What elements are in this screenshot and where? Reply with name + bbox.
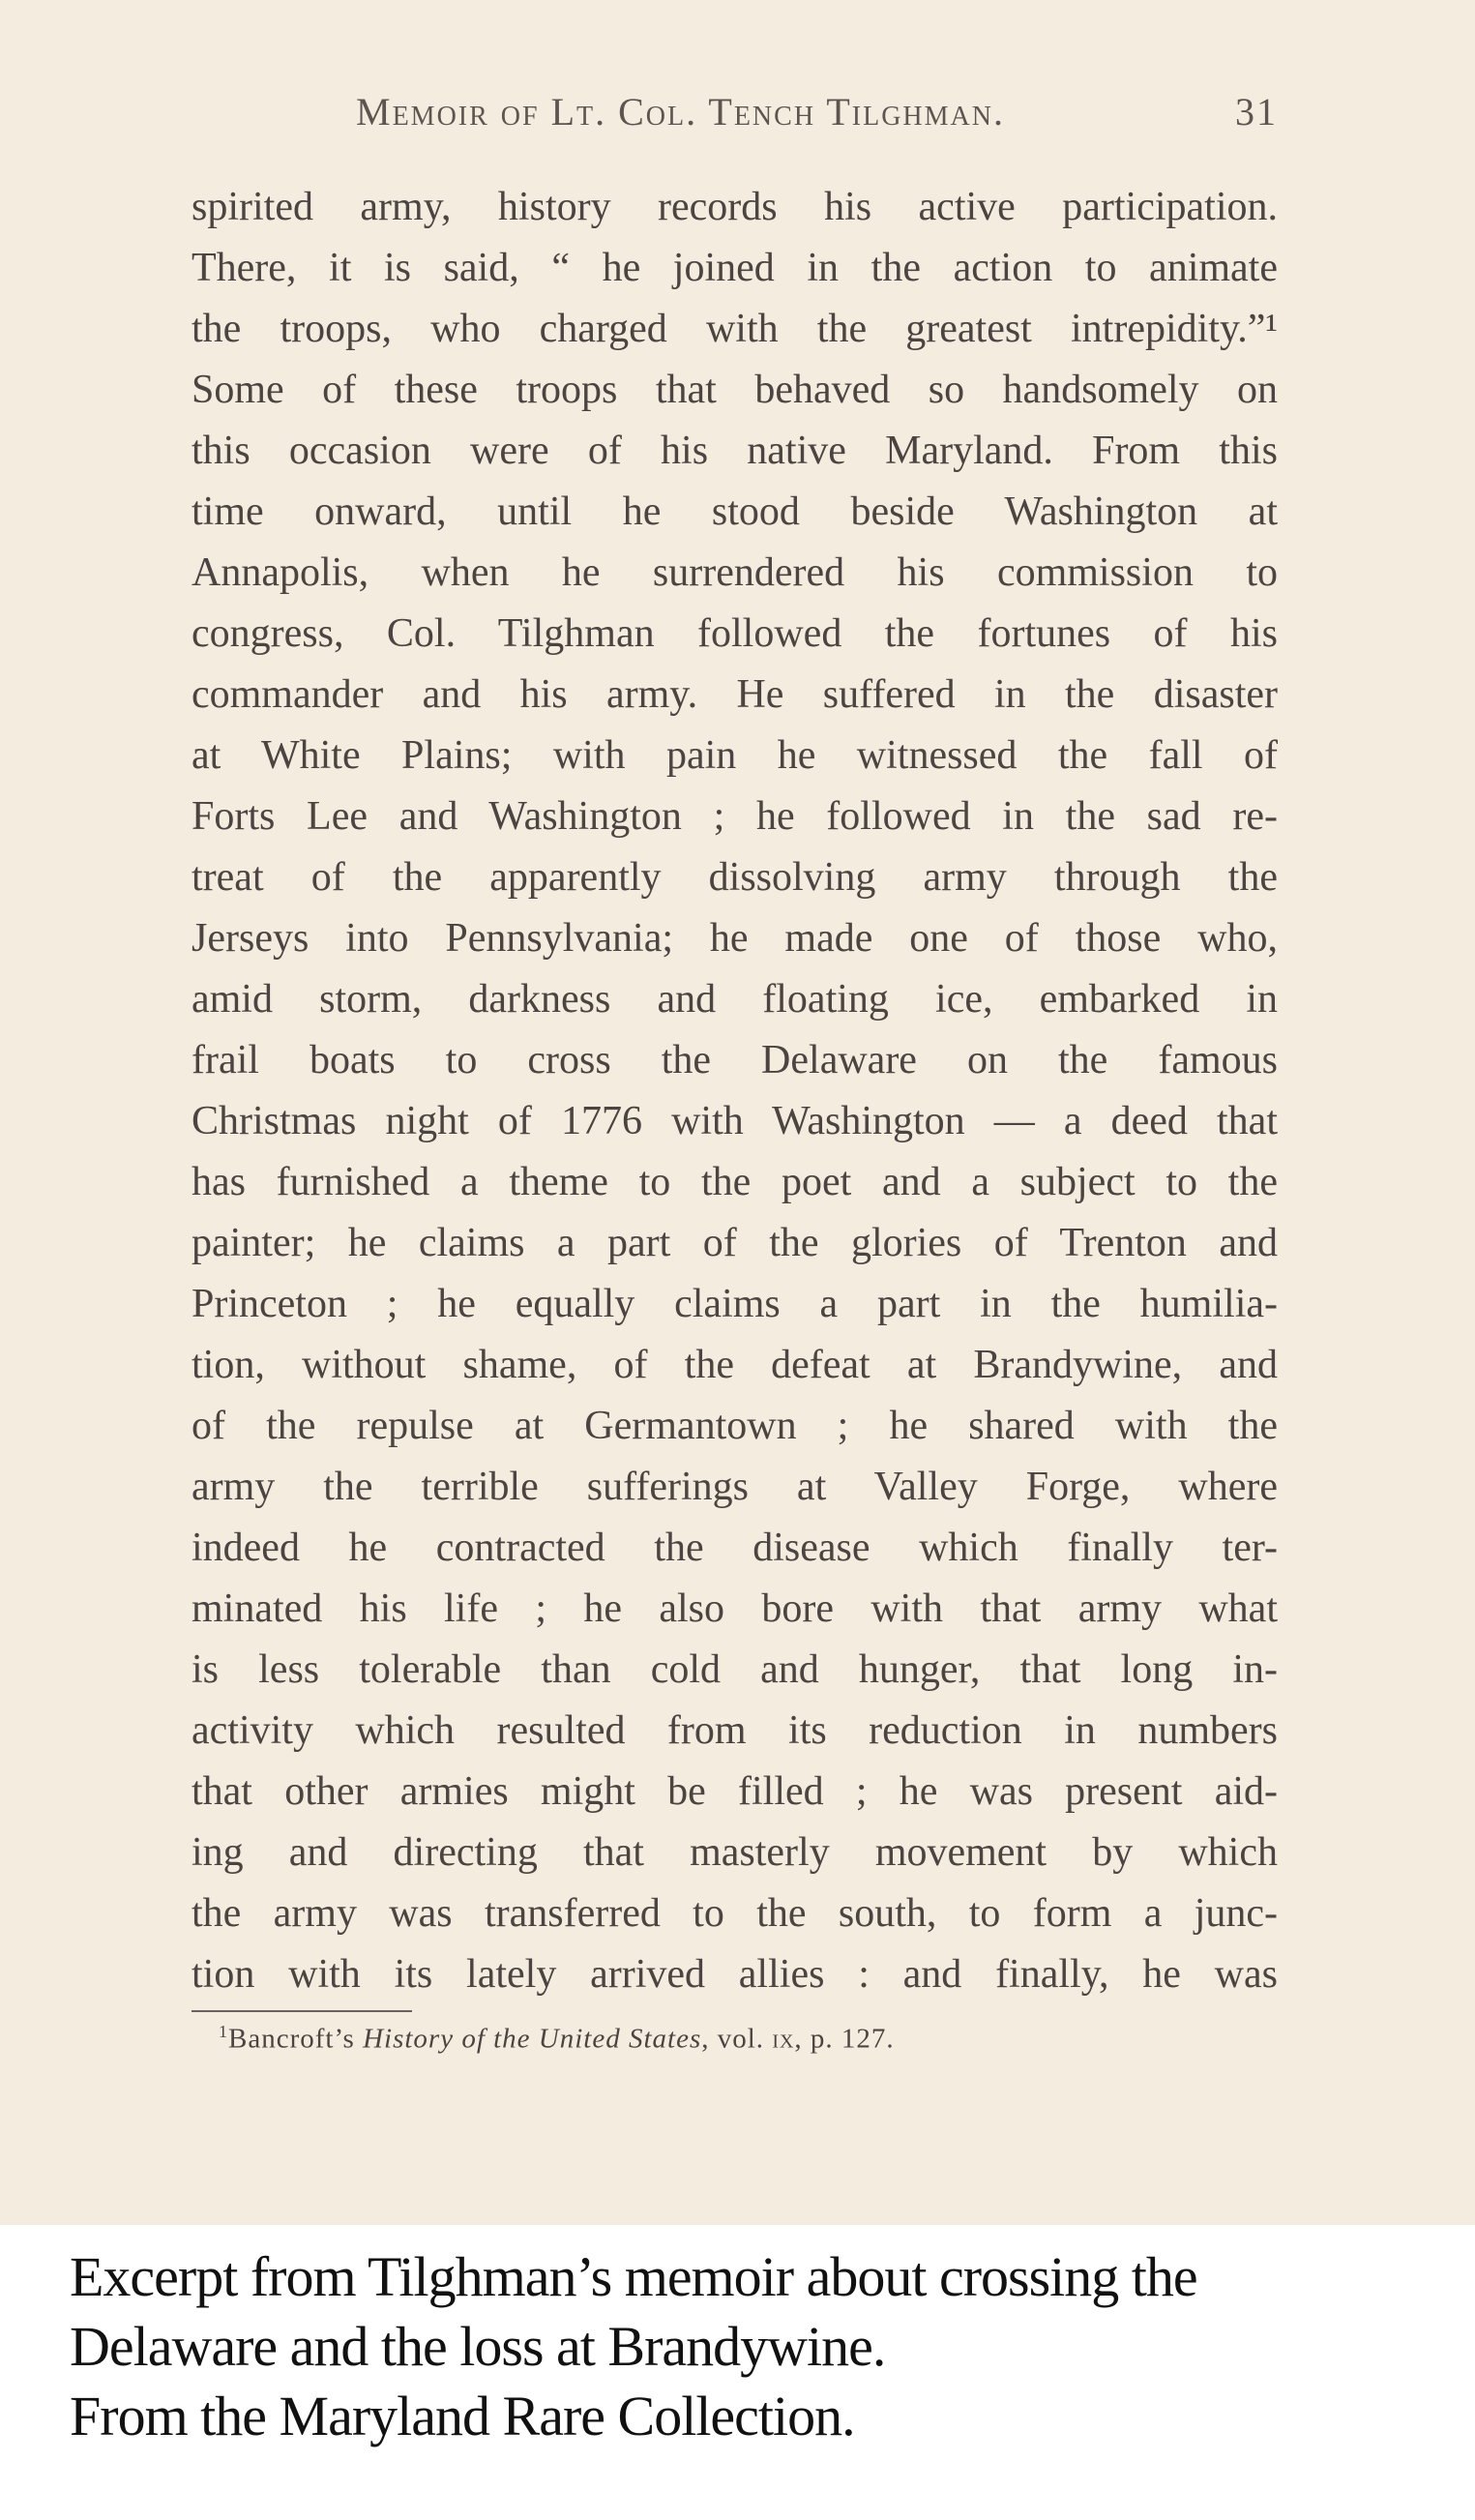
text-line: army the terrible sufferings at Valley Forge, where: [192, 1465, 1278, 1509]
body-text: [192, 177, 1278, 2005]
text-line: tion with its lately arrived allies : and finally, he was: [192, 1952, 1278, 1997]
text-line: minated his life ; he also bore with that army what: [192, 1586, 1278, 1631]
text-line: Christmas night of 1776 with Washington — a deed that: [192, 1099, 1278, 1143]
text-line: the army was transferred to the south, to form a junc-: [192, 1891, 1278, 1936]
text-line: ing and directing that masterly movement by which: [192, 1830, 1278, 1875]
text-line: time onward, until he stood beside Washington at: [192, 489, 1278, 534]
text-line: There, it is said, “ he joined in the action to animate: [192, 246, 1278, 290]
caption-line: From the Maryland Rare Collection.: [70, 2385, 855, 2447]
text-line: at White Plains; with pain he witnessed the fall of: [192, 733, 1278, 778]
text-line: Annapolis, when he surrendered his commission to: [192, 550, 1278, 595]
text-line: spirited army, history records his active participation.: [192, 185, 1278, 229]
text-line: the troops, who charged with the greatest intrepidity.”¹: [192, 307, 1278, 351]
text-line: Princeton ; he equally claims a part in the humilia-: [192, 1282, 1278, 1326]
caption-line: Excerpt from Tilghman’s memoir about crossing the: [70, 2245, 1197, 2308]
text-line: amid storm, darkness and floating ice, embarked in: [192, 977, 1278, 1022]
text-line: painter; he claims a part of the glories of Trenton and: [192, 1221, 1278, 1265]
text-line: this occasion were of his native Maryland. From this: [192, 429, 1278, 473]
text-line: is less tolerable than cold and hunger, that long in-: [192, 1647, 1278, 1692]
running-head-title: Memoir of Lt. Col. Tench Tilghman.: [356, 90, 1005, 133]
footnote-rule: [192, 2010, 412, 2012]
image-caption: [70, 2242, 1443, 2451]
footnote-suffix-a: , vol.: [701, 2023, 773, 2055]
text-line: of the repulse at Germantown ; he shared with the: [192, 1404, 1278, 1448]
text-line: commander and his army. He suffered in the disaster: [192, 672, 1278, 717]
text-line: Jerseys into Pennsylvania; he made one of those who,: [192, 916, 1278, 961]
text-line: tion, without shame, of the defeat at Brandywine, and: [192, 1343, 1278, 1387]
text-line: congress, Col. Tilghman followed the fortunes of his: [192, 611, 1278, 656]
footnote-volume: ix: [772, 2023, 795, 2055]
footnote: [219, 2022, 895, 2056]
text-line: indeed he contracted the disease which finally ter-: [192, 1526, 1278, 1570]
text-line: activity which resulted from its reduction in numbers: [192, 1708, 1278, 1753]
footnote-suffix-b: , p. 127.: [794, 2023, 895, 2055]
footnote-marker: 1: [219, 2022, 228, 2041]
text-line: that other armies might be filled ; he was present aid-: [192, 1769, 1278, 1814]
text-line: has furnished a theme to the poet and a subject to the: [192, 1160, 1278, 1204]
text-line: treat of the apparently dissolving army through the: [192, 855, 1278, 900]
footnote-prefix: Bancroft’s: [228, 2023, 364, 2055]
text-line: Forts Lee and Washington ; he followed in the sad re-: [192, 794, 1278, 839]
caption-line: Delaware and the loss at Brandywine.: [70, 2315, 886, 2378]
text-line: frail boats to cross the Delaware on the famous: [192, 1038, 1278, 1082]
footnote-work-title: History of the United States: [363, 2023, 702, 2055]
page-number: 31: [1235, 90, 1278, 133]
text-line: Some of these troops that behaved so handsomely on: [192, 368, 1278, 412]
